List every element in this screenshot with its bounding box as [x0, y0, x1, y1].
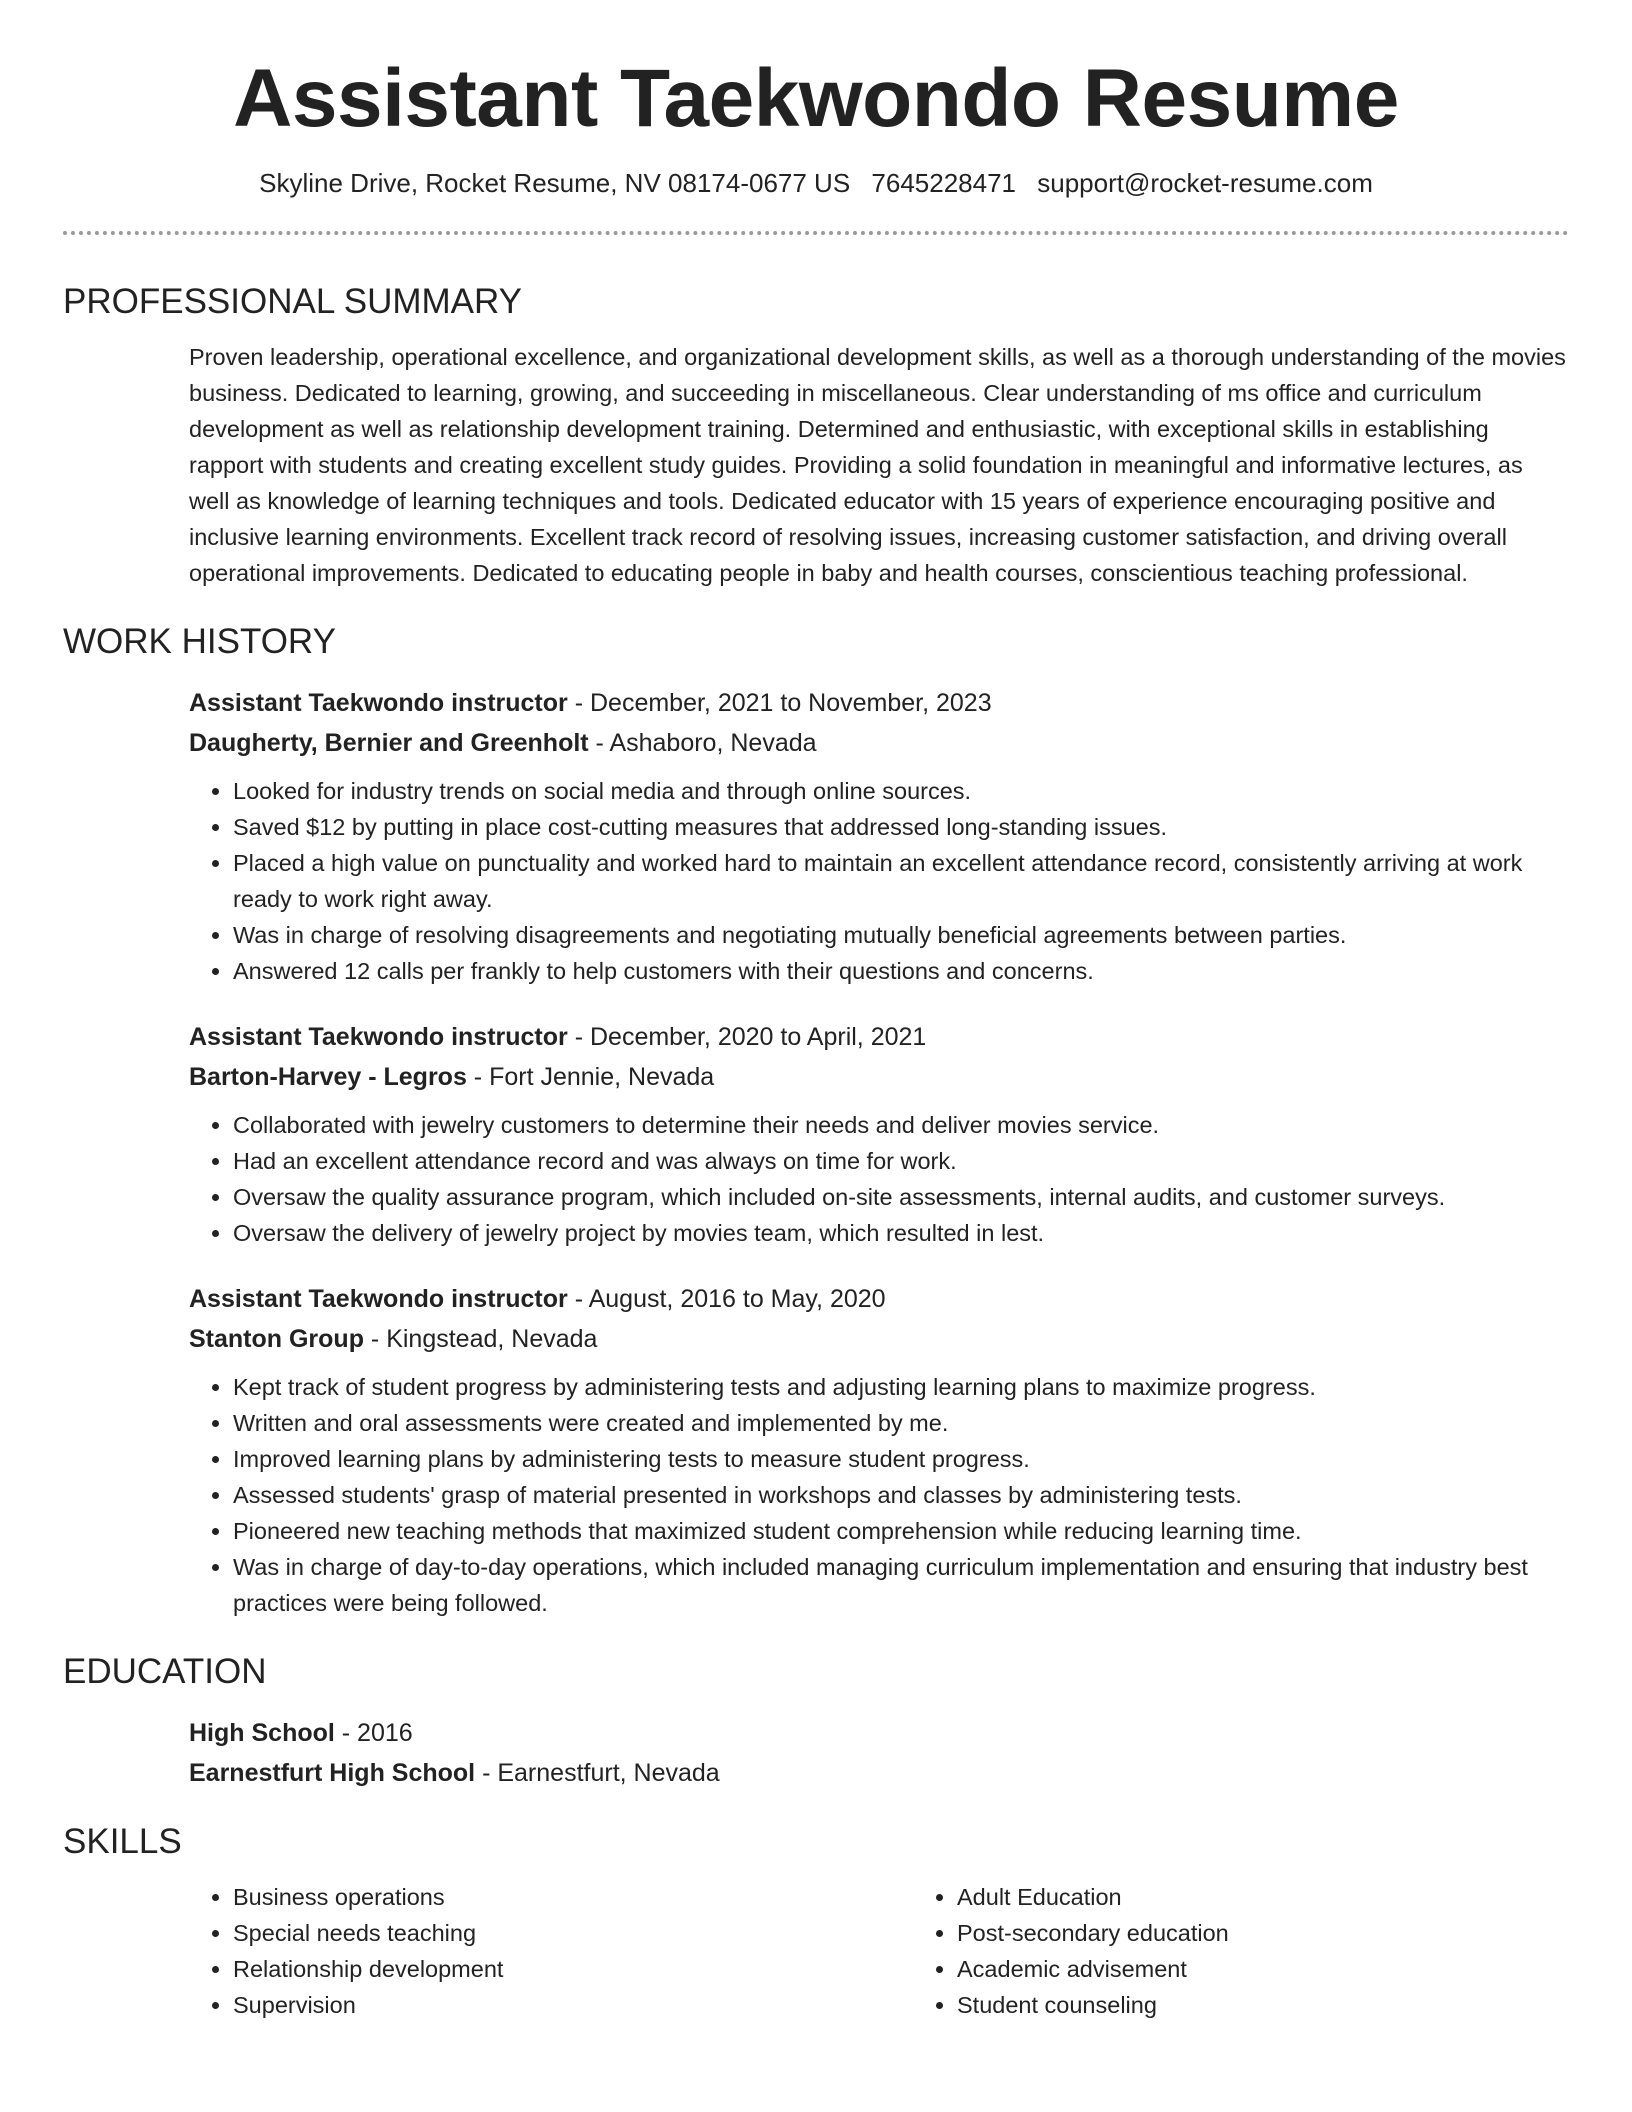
job-bullet: • Answered 12 calls per frankly to help customers with their questions and concerns.	[233, 953, 1569, 989]
job-bullet: • Oversaw the quality assurance program, which included on-site assessments, internal audits, and customer surveys.	[233, 1179, 1569, 1215]
job-bullets	[189, 1107, 1569, 1251]
skills-column-left	[189, 1879, 913, 2023]
job-bullet: • Saved $12 by putting in place cost-cutting measures that addressed long-standing issues.	[233, 809, 1569, 845]
summary-text: Proven leadership, operational excellence, and organizational development skills, as well as a thorough understanding of the movies business. Dedicated to learning, growing, and succeeding in miscellaneous. Clear understanding of ms office and curriculum development as well as relationship development training. Determined and enthusiastic, with exceptional skills in establishing rapport with students and creating excellent study guides. Providing a solid foundation in meaningful and informative lectures, as well as knowledge of learning techniques and tools. Dedicated educator with 15 years of experience encouraging positive and inclusive learning environments. Excellent track record of resolving issues, increasing customer satisfaction, and driving overall operational improvements. Dedicated to educating people in baby and health courses, conscientious teaching professional.	[189, 344, 1566, 587]
education-degree: High School	[189, 1719, 335, 1748]
job-title-line	[189, 683, 1569, 723]
job-bullet: • Was in charge of day-to-day operations, which included managing curriculum implementation and ensuring that industry best practices were being followed.	[233, 1549, 1569, 1621]
skills-column-right	[913, 1879, 1632, 2023]
job-role: Assistant Taekwondo instructor	[189, 1285, 568, 1314]
candidate-name: Assistant Taekwondo Resume	[233, 53, 1399, 144]
skill-item: • Business operations	[233, 1879, 913, 1915]
job-bullet: • Was in charge of resolving disagreements and negotiating mutually beneficial agreements between parties.	[233, 917, 1569, 953]
job-bullets	[189, 773, 1569, 989]
job-location: - Fort Jennie, Nevada	[466, 1063, 715, 1092]
skill-item: • Adult Education	[957, 1879, 1632, 1915]
job-dates: - December, 2020 to April, 2021	[567, 1023, 927, 1052]
job-role: Assistant Taekwondo instructor	[189, 1023, 568, 1052]
job-role: Assistant Taekwondo instructor	[189, 689, 568, 718]
job-company-line	[189, 1319, 1569, 1359]
summary-heading: PROFESSIONAL SUMMARY	[63, 282, 522, 322]
job-title-line	[189, 1279, 1569, 1319]
job-bullet: • Pioneered new teaching methods that maximized student comprehension while reducing learning time.	[233, 1513, 1569, 1549]
job-bullet: • Improved learning plans by administering tests to measure student progress.	[233, 1441, 1569, 1477]
skill-item: • Relationship development	[233, 1951, 913, 1987]
skill-item: • Special needs teaching	[233, 1915, 913, 1951]
job-bullet: • Kept track of student progress by administering tests and adjusting learning plans to maximize progress.	[233, 1369, 1569, 1405]
job-dates: - August, 2016 to May, 2020	[567, 1285, 886, 1314]
education-heading: EDUCATION	[63, 1652, 267, 1692]
skills-heading: SKILLS	[63, 1822, 182, 1862]
job-bullet: • Had an excellent attendance record and was always on time for work.	[233, 1143, 1569, 1179]
skill-item: • Supervision	[233, 1987, 913, 2023]
job-bullet: • Written and oral assessments were created and implemented by me.	[233, 1405, 1569, 1441]
contact-address: Skyline Drive, Rocket Resume, NV 08174-0677 US	[259, 168, 851, 199]
job-bullets	[189, 1369, 1569, 1621]
skill-item: • Post-secondary education	[957, 1915, 1632, 1951]
job-company: Daugherty, Bernier and Greenholt	[189, 729, 589, 758]
job-bullet: • Collaborated with jewelry customers to determine their needs and deliver movies service.	[233, 1107, 1569, 1143]
education-school: Earnestfurt High School	[189, 1759, 476, 1788]
resume-header	[0, 0, 1632, 199]
job-bullet: • Looked for industry trends on social media and through online sources.	[233, 773, 1569, 809]
job-company-line	[189, 1057, 1569, 1097]
job-location: - Kingstead, Nevada	[363, 1325, 598, 1354]
job-company: Barton-Harvey - Legros	[189, 1063, 467, 1092]
education-school-line	[189, 1753, 1569, 1793]
job-bullet: • Assessed students' grasp of material presented in workshops and classes by administering tests.	[233, 1477, 1569, 1513]
header-divider	[63, 231, 1569, 235]
education-location: - Earnestfurt, Nevada	[475, 1759, 720, 1788]
summary-section	[63, 281, 1569, 591]
job-entry	[189, 683, 1569, 989]
skills-section	[63, 1821, 1569, 2023]
job-location: - Ashaboro, Nevada	[588, 729, 817, 758]
contact-line	[0, 168, 1632, 199]
job-entry	[189, 1279, 1569, 1621]
job-title-line	[189, 1017, 1569, 1057]
job-bullet: • Placed a high value on punctuality and worked hard to maintain an excellent attendance record, consistently arriving at work ready to work right away.	[233, 845, 1569, 917]
education-degree-line	[189, 1713, 1569, 1753]
work-history-heading: WORK HISTORY	[63, 622, 336, 662]
job-entry	[189, 1017, 1569, 1251]
job-dates: - December, 2021 to November, 2023	[567, 689, 992, 718]
contact-phone: 7645228471	[871, 168, 1017, 199]
education-section	[63, 1651, 1569, 1793]
work-history-section	[63, 621, 1569, 1621]
job-company-line	[189, 723, 1569, 763]
education-year: - 2016	[334, 1719, 413, 1748]
job-bullet: • Oversaw the delivery of jewelry project by movies team, which resulted in lest.	[233, 1215, 1569, 1251]
contact-email: support@rocket-resume.com	[1037, 168, 1373, 199]
job-company: Stanton Group	[189, 1325, 364, 1354]
skills-grid	[189, 1879, 1569, 2023]
skill-item: • Academic advisement	[957, 1951, 1632, 1987]
skill-item: • Student counseling	[957, 1987, 1632, 2023]
